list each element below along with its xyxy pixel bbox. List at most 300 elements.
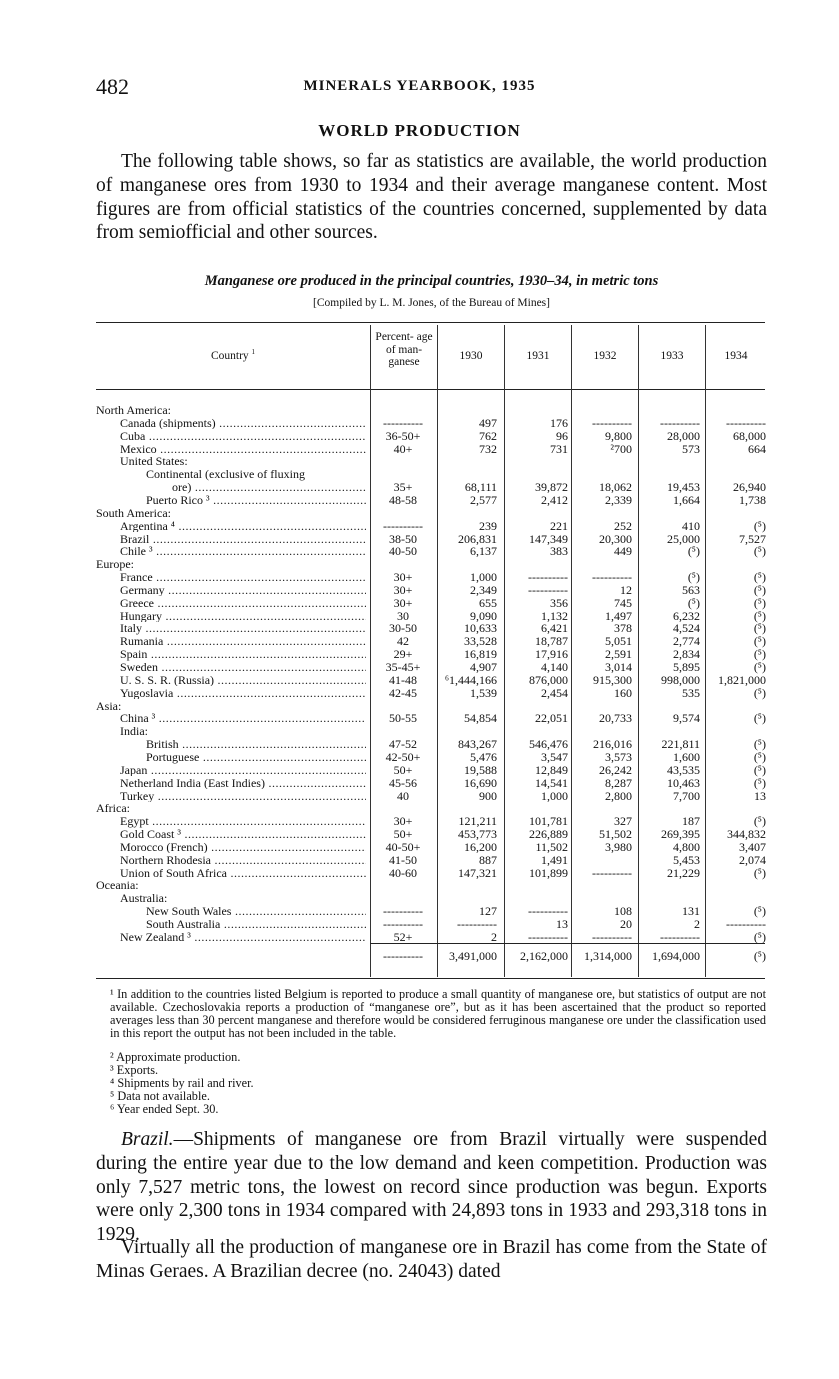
- table-row: [96, 468, 765, 481]
- value-1930: 16,819: [464, 647, 497, 662]
- value-1931: 22,051: [535, 711, 568, 726]
- percent-manganese: 30+: [393, 582, 413, 597]
- value-1934: 2,074: [739, 852, 766, 867]
- value-1931: ----------: [528, 904, 568, 919]
- table-compiled-note: [Compiled by L. M. Jones, of the Bureau of Mines]: [313, 297, 550, 309]
- value-1934: (⁵): [753, 762, 766, 777]
- percent-manganese: 41-50: [389, 852, 417, 867]
- table-row: [96, 700, 765, 713]
- brazil-paragraph: [96, 1128, 767, 1247]
- country-name: Chile ³ .....: [96, 545, 366, 558]
- value-1934: (⁵): [753, 518, 766, 533]
- value-1934: (⁵): [753, 660, 766, 674]
- country-name: Canada (shipments) .....: [96, 417, 366, 430]
- value-1930: 900: [479, 788, 497, 803]
- country-name: Brazil .....: [96, 533, 366, 546]
- percent-manganese: 40-50: [389, 544, 417, 559]
- country-name: British .....: [96, 738, 366, 751]
- value-1932: 327: [614, 814, 632, 829]
- value-1930: 68,111: [464, 480, 497, 495]
- country-name: Africa:: [96, 802, 130, 815]
- value-1932: 51,502: [599, 827, 632, 842]
- value-1933: 10,463: [667, 775, 700, 790]
- table-row: [96, 404, 765, 417]
- value-1934: 344,832: [727, 827, 766, 842]
- value-1934: (⁵): [753, 929, 766, 944]
- value-1933: 563: [682, 582, 700, 597]
- percent-manganese: 30+: [393, 595, 413, 610]
- value-1932: 20,300: [599, 531, 632, 546]
- total-1930: 3,491,000: [449, 949, 497, 963]
- value-1934: (⁵): [753, 814, 766, 829]
- value-1930: 127: [479, 904, 497, 919]
- percent-manganese: 36-50+: [385, 428, 421, 443]
- table-row: [96, 751, 765, 764]
- value-1933: (⁵): [687, 544, 700, 559]
- value-1932: 2,591: [605, 647, 632, 662]
- brazil-lead: Brazil.: [121, 1129, 174, 1150]
- value-1934: (⁵): [753, 582, 766, 597]
- country-name: U. S. S. R. (Russia) .....: [96, 674, 366, 687]
- value-1934: ----------: [726, 917, 766, 931]
- percent-manganese: 40+: [393, 441, 413, 456]
- country-name: New Zealand ³ .....: [96, 931, 366, 944]
- value-1930: 33,528: [464, 634, 497, 649]
- country-name: China ³ .....: [96, 712, 366, 725]
- value-1933: 1,600: [673, 749, 700, 764]
- value-1930: 497: [479, 415, 497, 430]
- value-1931: 13: [556, 917, 568, 931]
- value-1933: 1,664: [673, 492, 700, 507]
- footnote-2: ² Approximate production.: [110, 1050, 241, 1064]
- value-1930: ----------: [457, 917, 497, 931]
- value-1933: 131: [682, 904, 700, 919]
- running-title: MINERALS YEARBOOK, 1935: [303, 78, 536, 94]
- country-name: Yugoslavia .....: [96, 687, 366, 700]
- value-1930: 762: [479, 428, 497, 443]
- table-row: [96, 777, 765, 790]
- value-1934: 13: [754, 788, 766, 803]
- value-1931: 11,502: [535, 839, 568, 854]
- footnote-5: ⁵ Data not available.: [110, 1089, 210, 1103]
- country-name: Hungary .....: [96, 610, 366, 623]
- country-name: South Australia .....: [96, 918, 366, 931]
- value-1932: 8,287: [605, 775, 632, 790]
- table-row: [96, 635, 765, 648]
- percent-manganese: 42-45: [389, 685, 417, 700]
- value-1933: 269,395: [661, 827, 700, 842]
- value-1932: 3,014: [605, 660, 632, 674]
- country-name: France .....: [96, 571, 366, 584]
- section-title: WORLD PRODUCTION: [318, 121, 521, 140]
- percent-manganese: 47-52: [389, 737, 417, 752]
- value-1931: 12,849: [535, 762, 568, 777]
- value-1931: 2,412: [541, 492, 568, 507]
- country-name: India:: [120, 725, 148, 738]
- value-1930: 54,854: [464, 711, 497, 726]
- value-1932: 160: [614, 685, 632, 700]
- percent-manganese: ----------: [383, 917, 423, 931]
- table-row: [96, 648, 765, 661]
- table-caption: Manganese ore produced in the principal countries, 1930–34, in metric tons: [204, 273, 659, 289]
- country-name: Sweden .....: [96, 661, 366, 674]
- value-1930: 239: [479, 518, 497, 533]
- value-1932: 3,573: [605, 749, 632, 764]
- country-name: New South Wales .....: [96, 905, 366, 918]
- value-1932: 252: [614, 518, 632, 533]
- value-1933: 998,000: [661, 672, 700, 687]
- value-1934: (⁵): [753, 634, 766, 649]
- value-1931: 1,000: [541, 788, 568, 803]
- value-1934: (⁵): [753, 775, 766, 790]
- footnote-4: ⁴ Shipments by rail and river.: [110, 1076, 254, 1090]
- value-1931: 226,889: [529, 827, 568, 842]
- table-row: [96, 520, 765, 533]
- table-row: [96, 545, 765, 558]
- country-name: Italy .....: [96, 622, 366, 635]
- country-name: Asia:: [96, 699, 122, 713]
- total-1932: 1,314,000: [584, 949, 632, 963]
- value-1934: 68,000: [733, 428, 766, 443]
- intro-paragraph: The following table shows, so far as statistics are available, the world production of manganese ores from 1930 to 1934 and their average manganese content. Most figures are from official statistics of the countries concerned, supplemented by data from semiofficial and other sources.: [96, 151, 767, 244]
- value-1934: (⁵): [753, 904, 766, 919]
- value-1934: (⁵): [753, 621, 766, 636]
- country-name: Egypt .....: [96, 815, 366, 828]
- value-1934: (⁵): [753, 595, 766, 610]
- value-1932: 9,800: [605, 428, 632, 443]
- value-1933: 535: [682, 685, 700, 700]
- table-row: [96, 571, 765, 584]
- value-1932: 216,016: [593, 737, 632, 752]
- country-name: Mexico .....: [96, 443, 366, 456]
- value-1931: 221: [550, 518, 568, 533]
- value-1933: 43,535: [667, 762, 700, 777]
- value-1933: 28,000: [667, 428, 700, 443]
- value-1933: 9,574: [673, 711, 700, 726]
- value-1931: 14,541: [535, 775, 568, 790]
- country-name: Continental (exclusive of fluxing: [146, 468, 305, 481]
- header-country: Country $^1$: [210, 348, 256, 362]
- value-1931: 101,781: [529, 814, 568, 829]
- value-1933: 4,800: [673, 839, 700, 854]
- virtually-paragraph: Virtually all the production of manganese ore in Brazil has come from the State of Minas Geraes. A Brazilian decree (no. 24043) dated: [96, 1237, 767, 1282]
- table-header-rule: [96, 389, 765, 390]
- total-1931: 2,162,000: [520, 949, 568, 963]
- value-1932: 915,300: [593, 672, 632, 687]
- percent-manganese: 38-50: [389, 531, 417, 546]
- table-row: [96, 892, 765, 905]
- value-1933: ----------: [660, 929, 700, 944]
- value-1930: 6,137: [470, 544, 497, 559]
- footnote-3: ³ Exports.: [110, 1063, 159, 1077]
- value-1931: 356: [550, 595, 568, 610]
- brazil-text: —Shipments of manganese ore from Brazil virtually were suspended during the entire year due to the low demand and keen competition. Production was only 7,527 metric tons, the lowest on record since production was begun. Exports were only 2,300 tons in 1934 compared with 24,893 tons in 1933 and 293,318 tons in 1929.: [96, 1129, 767, 1246]
- percent-manganese: 45-56: [389, 775, 417, 790]
- country-name: North America:: [96, 404, 171, 417]
- value-1931: 3,547: [541, 749, 568, 764]
- value-1931: 546,476: [529, 737, 568, 752]
- percent-manganese: 30+: [393, 570, 413, 585]
- percent-manganese: 29+: [393, 647, 413, 662]
- percent-manganese: 30: [397, 608, 409, 623]
- value-1933: 6,232: [673, 608, 700, 623]
- value-1934: (⁵): [753, 570, 766, 585]
- table-row: [96, 417, 765, 430]
- value-1931: 39,872: [535, 480, 568, 495]
- value-1931: 4,140: [541, 660, 568, 674]
- percent-manganese: 40-60: [389, 865, 417, 880]
- value-1933: 2: [694, 917, 700, 931]
- country-name: Gold Coast ³ .....: [96, 828, 366, 841]
- value-1931: 731: [550, 441, 568, 456]
- value-1933: 187: [682, 814, 700, 829]
- value-1930: 4,907: [470, 660, 497, 674]
- value-1933: 2,774: [673, 634, 700, 649]
- value-1931: 176: [550, 415, 568, 430]
- value-1932: 378: [614, 621, 632, 636]
- table-row: [96, 622, 765, 635]
- table-row: [96, 558, 765, 571]
- percent-manganese: 41-48: [389, 672, 417, 687]
- country-name: South America:: [96, 506, 171, 520]
- table-row: [96, 931, 765, 944]
- percent-manganese: 48-58: [389, 492, 417, 507]
- table-row: [96, 854, 765, 867]
- total-pct: ----------: [383, 949, 423, 963]
- percent-manganese: 30-50: [389, 621, 417, 636]
- country-name: Germany .....: [96, 584, 366, 597]
- total-1934: (⁵): [753, 949, 766, 963]
- footnote-6: ⁶ Year ended Sept. 30.: [110, 1102, 219, 1116]
- percent-manganese: ----------: [383, 904, 423, 919]
- value-1933: 25,000: [667, 531, 700, 546]
- value-1930: 147,321: [458, 865, 497, 880]
- country-name: Oceania:: [96, 879, 139, 893]
- percent-manganese: 52+: [393, 929, 413, 944]
- table-row: [96, 610, 765, 623]
- value-1930: 10,633: [464, 621, 497, 636]
- table-row: [96, 494, 765, 507]
- table-row: [96, 879, 765, 892]
- value-1930: 1,000: [470, 570, 497, 585]
- country-name: Spain .....: [96, 648, 366, 661]
- value-1931: 96: [556, 428, 568, 443]
- value-1934: 3,407: [739, 839, 766, 854]
- value-1932: 18,062: [599, 480, 632, 495]
- value-1931: ----------: [528, 929, 568, 944]
- table-row: [96, 533, 765, 546]
- value-1934: (⁵): [753, 544, 766, 559]
- country-name: Europe:: [96, 558, 134, 571]
- value-1930: 5,476: [470, 749, 497, 764]
- value-1932: ----------: [592, 570, 632, 585]
- value-1930: 2: [491, 929, 497, 944]
- value-1933: 410: [682, 518, 700, 533]
- value-1933: (⁵): [687, 570, 700, 585]
- value-1933: (⁵): [687, 595, 700, 610]
- table-total-row: [96, 950, 765, 963]
- value-1932: 5,051: [605, 634, 632, 649]
- value-1934: (⁵): [753, 608, 766, 623]
- percent-manganese: ----------: [383, 518, 423, 533]
- table-row: [96, 661, 765, 674]
- table-row: [96, 430, 765, 443]
- value-1933: ----------: [660, 415, 700, 430]
- value-1932: 108: [614, 904, 632, 919]
- value-1931: 383: [550, 544, 568, 559]
- percent-manganese: 42-50+: [385, 749, 421, 764]
- country-name: Japan .....: [96, 764, 366, 777]
- value-1933: 2,834: [673, 647, 700, 662]
- value-1932: ----------: [592, 415, 632, 430]
- value-1934: (⁵): [753, 737, 766, 752]
- value-1930: 19,588: [464, 762, 497, 777]
- value-1931: 147,349: [529, 531, 568, 546]
- value-1934: 664: [748, 441, 766, 456]
- table-row: [96, 597, 765, 610]
- percent-manganese: 50+: [393, 827, 413, 842]
- value-1932: 26,242: [599, 762, 632, 777]
- value-1930: 1,539: [470, 685, 497, 700]
- value-1933: 5,895: [673, 660, 700, 674]
- value-1933: 4,524: [673, 621, 700, 636]
- percent-manganese: 35+: [393, 480, 413, 495]
- value-1930: 2,577: [470, 492, 497, 507]
- table-row: [96, 764, 765, 777]
- country-name: Portuguese .....: [96, 751, 366, 764]
- value-1932: 745: [614, 595, 632, 610]
- value-1932: ----------: [592, 929, 632, 944]
- value-1930: 887: [479, 852, 497, 867]
- country-name: ore) .....: [96, 481, 366, 494]
- value-1934: ----------: [726, 415, 766, 430]
- country-name: Greece .....: [96, 597, 366, 610]
- value-1934: 26,940: [733, 480, 766, 495]
- value-1932: 449: [614, 544, 632, 559]
- value-1930: 2,349: [470, 582, 497, 597]
- table-row: [96, 584, 765, 597]
- value-1934: 7,527: [739, 531, 766, 546]
- table-row: [96, 867, 765, 880]
- footnote-1: ¹ In addition to the countries listed Belgium is reported to produce a small quantity of manganese ore, but statistics of output are not available. Czechoslovakia reports a production of “manganese ore”, but as it has been ascertained that the product so reported averages less than 30 percent manganese and therefore would be considered ferruginous manganese ore under the classification used in this report the output has not been included in the table.: [110, 987, 766, 1041]
- page-number: 482: [96, 74, 129, 99]
- table-row: [96, 455, 765, 468]
- value-1932: 3,980: [605, 839, 632, 854]
- percent-manganese: ----------: [383, 415, 423, 430]
- value-1932: 20: [620, 917, 632, 931]
- value-1930: 732: [479, 441, 497, 456]
- percent-manganese: 50-55: [389, 711, 417, 726]
- value-1931: 18,787: [535, 634, 568, 649]
- country-name: Northern Rhodesia .....: [96, 854, 366, 867]
- percent-manganese: 40: [397, 788, 409, 803]
- header-1934: 1934: [724, 350, 748, 362]
- header-1930: 1930: [459, 350, 483, 362]
- value-1931: 6,421: [541, 621, 568, 636]
- percent-manganese: 50+: [393, 762, 413, 777]
- value-1931: 2,454: [541, 685, 568, 700]
- country-name: Union of South Africa .....: [96, 867, 366, 880]
- value-1933: 21,229: [667, 865, 700, 880]
- percent-manganese: 30+: [393, 814, 413, 829]
- value-1932: 12: [620, 582, 632, 597]
- total-top-rule: [370, 943, 765, 944]
- table-row: [96, 738, 765, 751]
- value-1930: ⁶1,444,166: [444, 672, 497, 687]
- value-1931: 17,916: [535, 647, 568, 662]
- value-1932: 2,339: [605, 492, 632, 507]
- value-1934: (⁵): [753, 865, 766, 880]
- percent-manganese: 42: [397, 634, 409, 649]
- value-1932: ----------: [592, 865, 632, 880]
- header-1931: 1931: [526, 350, 550, 362]
- value-1934: (⁵): [753, 749, 766, 764]
- value-1932: ²700: [610, 441, 632, 456]
- value-1932: 20,733: [599, 711, 632, 726]
- value-1930: 655: [479, 595, 497, 610]
- table-row: [96, 918, 765, 931]
- value-1931: ----------: [528, 570, 568, 585]
- value-1930: 843,267: [458, 737, 497, 752]
- table-row: [96, 841, 765, 854]
- table-row: [96, 443, 765, 456]
- header-1933: 1933: [660, 350, 684, 362]
- table-bottom-rule: [96, 978, 765, 979]
- table-row: [96, 712, 765, 725]
- value-1930: 9,090: [470, 608, 497, 623]
- country-name: Cuba .....: [96, 430, 366, 443]
- value-1933: 7,700: [673, 788, 700, 803]
- table-row: [96, 815, 765, 828]
- country-name: Argentina ⁴ .....: [96, 520, 366, 533]
- value-1934: 1,821,000: [718, 672, 766, 687]
- table-row: [96, 828, 765, 841]
- value-1930: 16,200: [464, 839, 497, 854]
- value-1931: 1,491: [541, 852, 568, 867]
- percent-manganese: 35-45+: [385, 660, 421, 674]
- value-1933: 573: [682, 441, 700, 456]
- table-row: [96, 790, 765, 803]
- value-1933: 221,811: [661, 737, 700, 752]
- value-1932: 2,800: [605, 788, 632, 803]
- table-top-rule: [96, 322, 765, 323]
- table-row: [96, 905, 765, 918]
- value-1932: 1,497: [605, 608, 632, 623]
- value-1934: 1,738: [739, 492, 766, 507]
- header-1932: 1932: [593, 350, 617, 362]
- country-name: Netherland India (East Indies) .....: [96, 777, 366, 790]
- value-1931: 1,132: [541, 608, 568, 623]
- value-1930: 16,690: [464, 775, 497, 790]
- value-1934: (⁵): [753, 685, 766, 700]
- value-1930: 121,211: [458, 814, 497, 829]
- percent-manganese: 40-50+: [385, 839, 421, 854]
- value-1931: 876,000: [529, 672, 568, 687]
- country-name: Rumania .....: [96, 635, 366, 648]
- table-row: [96, 507, 765, 520]
- value-1931: ----------: [528, 582, 568, 597]
- country-name: Turkey .....: [96, 790, 366, 803]
- table-row: [96, 802, 765, 815]
- table-row: [96, 725, 765, 738]
- value-1934: (⁵): [753, 647, 766, 662]
- country-name: United States:: [120, 455, 188, 468]
- value-1934: (⁵): [753, 711, 766, 726]
- table-row: [96, 687, 765, 700]
- header-percentage: Percent- age of man- ganese: [375, 331, 433, 368]
- country-name: Puerto Rico ³ .....: [96, 494, 366, 507]
- table-row: [96, 674, 765, 687]
